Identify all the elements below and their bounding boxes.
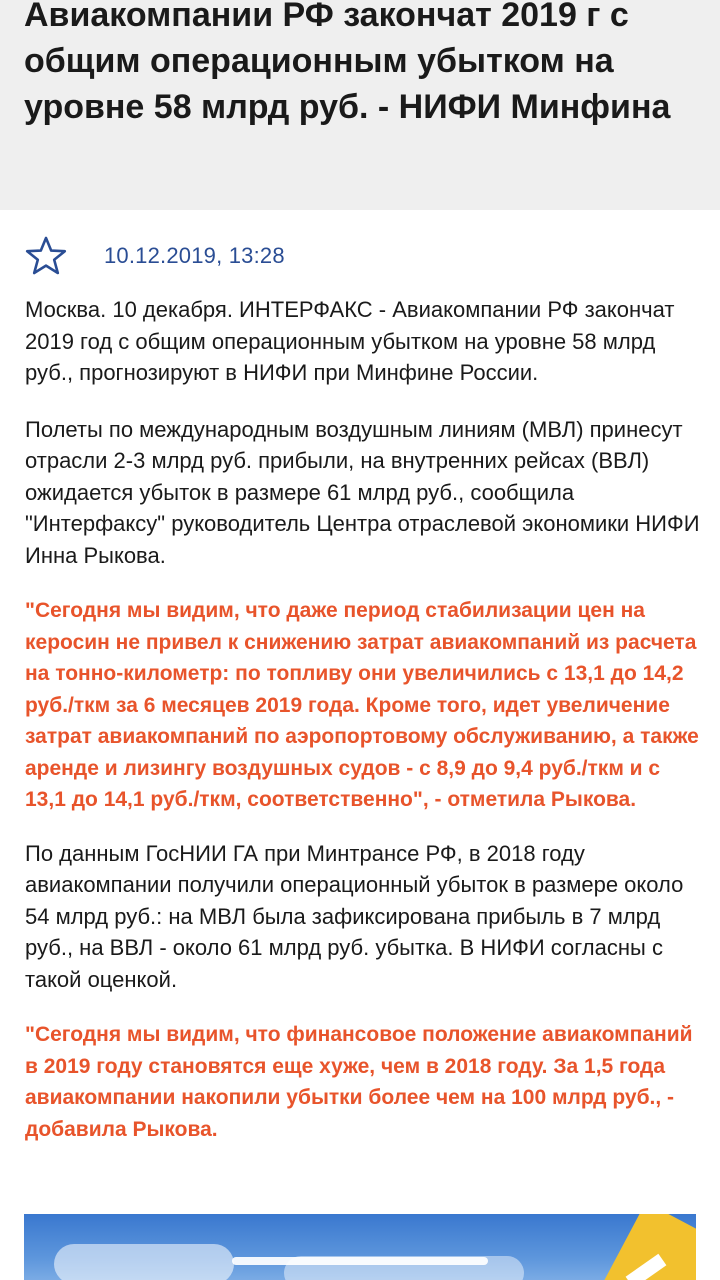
article-title: Авиакомпании РФ закончат 2019 г с общим операционным убытком на уровне 58 млрд руб. - НИФИ Минфина bbox=[24, 0, 671, 126]
paragraph: Полеты по международным воздушным линиям (МВЛ) принесут отрасли 2-3 млрд руб. прибыли, на внутренних рейсах (ВВЛ) ожидается убыток в размере 61 млрд руб., сообщила "Интерфаксу" руководитель Центра отраслевой экономики НИФИ Инна Рыкова. bbox=[25, 416, 700, 568]
paragraph-lead: Москва. 10 декабря. ИНТЕРФАКС - Авиакомпании РФ закончат 2019 год с общим операционным убытком на уровне 58 млрд руб., прогнозируют в НИФИ при Минфине России. bbox=[25, 297, 675, 385]
favorite-button[interactable] bbox=[24, 234, 68, 278]
article-photo bbox=[24, 1214, 696, 1280]
article-meta bbox=[24, 234, 285, 278]
photo-cloud bbox=[54, 1244, 234, 1280]
article-body bbox=[25, 294, 703, 1165]
home-indicator[interactable] bbox=[232, 1257, 488, 1265]
paragraph: По данным ГосНИИ ГА при Минтрансе РФ, в 2018 году авиакомпании получили операционный убыток в размере около 54 млрд руб.: на МВЛ была зафиксирована прибыль в 7 млрд руб., на ВВЛ - около 61 млрд руб. убытка. В НИФИ согласны с такой оценкой. bbox=[25, 840, 684, 992]
article-date: 10.12.2019, 13:28 bbox=[104, 243, 285, 268]
star-outline-icon bbox=[25, 236, 67, 276]
quote-paragraph: "Сегодня мы видим, что финансовое положение авиакомпаний в 2019 году становятся еще хуже, чем в 2018 году. За 1,5 года авиакомпании накопили убытки более чем на 100 млрд руб., - добавила Рыкова. bbox=[25, 1023, 693, 1141]
header-band bbox=[0, 0, 720, 210]
quote-paragraph: "Сегодня мы видим, что даже период стабилизации цен на керосин не привел к снижению затрат авиакомпаний из расчета на тонно-километр: по топливу они увеличились с 13,1 до 14,2 руб./ткм за 6 месяцев 2019 года. Кроме того, идет увеличение затрат авиакомпаний по аэропортовому обслуживанию, а также аренде и лизингу воздушных судов - с 8,9 до 9,4 руб./ткм и с 13,1 до 14,1 руб./ткм, соответственно", - отметила Рыкова. bbox=[25, 599, 699, 811]
